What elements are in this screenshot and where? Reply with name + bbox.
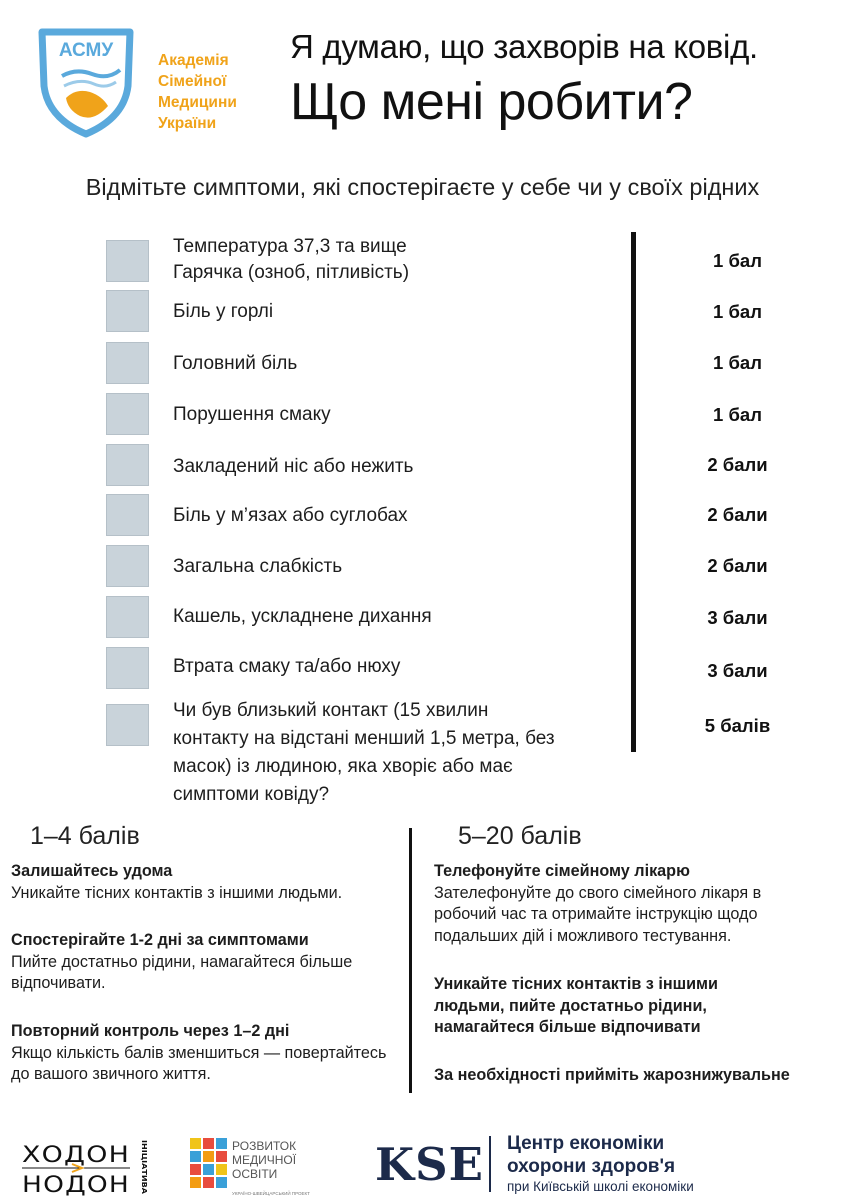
column-divider-line: [409, 828, 412, 1093]
acmu-logo-text: [158, 50, 237, 134]
svg-text:ІНІЦІАТИВА: ІНІЦІАТИВА: [140, 1140, 148, 1187]
acmu-logo-abbr: АСМУ: [58, 40, 114, 61]
instruction-subtitle: Відмітьте симптоми, які спостерігаєте у себе чи у своїх рідних: [85, 174, 760, 200]
symptom-label: Кашель, ускладнене дихання: [173, 606, 432, 627]
symptom-points: 1 бал: [713, 404, 762, 425]
hohon-initiative-logo-icon: [22, 1138, 147, 1198]
symptom-label: Чи був близький контакт (15 хвилин контакту на відстані менший 1,5 метра, без масок) із людиною, яка хворіє або має симптоми ковіду?: [173, 700, 555, 805]
acmu-shield-logo-icon: [36, 26, 136, 138]
symptom-label: Головний біль: [173, 353, 298, 374]
logo-line: Медицини: [158, 94, 237, 111]
svg-text:ОСВІТИ: ОСВІТИ: [232, 1167, 278, 1181]
symptom-points: 2 бали: [707, 504, 768, 525]
symptom-checkbox[interactable]: [106, 290, 149, 332]
symptom-points: 3 бали: [707, 660, 768, 681]
symptom-points: 2 бали: [707, 454, 768, 475]
left-advice-block: Повторний контроль через 1–2 дні Якщо кількість балів зменшиться — повертайтесь до вашого звичного життя.: [11, 1022, 387, 1083]
svg-text:НОДОН: НОДОН: [22, 1173, 130, 1198]
symptom-points: 1 бал: [713, 301, 762, 322]
right-advice-block: За необхідності прийміть жарознижувальне: [434, 1066, 790, 1084]
symptom-checkbox[interactable]: [106, 704, 149, 746]
symptom-checkbox[interactable]: [106, 393, 149, 435]
symptom-checkbox[interactable]: [106, 647, 149, 689]
right-advice-block: Уникайте тісних контактів з іншими людьми, пийте достатньо рідини, намагайтеся більше відпочивати: [434, 975, 718, 1036]
rozvytok-medychnoi-osvity-logo-icon: [190, 1138, 330, 1198]
svg-text:УКРАЇНО-ШВЕЙЦАРСЬКИЙ ПРОЕКТ: УКРАЇНО-ШВЕЙЦАРСЬКИЙ ПРОЕКТ: [232, 1191, 310, 1196]
symptom-label: Біль у м’язах або суглобах: [173, 505, 408, 526]
svg-text:МЕДИЧНОЇ: МЕДИЧНОЇ: [232, 1153, 297, 1167]
symptom-points: 1 бал: [713, 250, 762, 271]
right-advice-block: Телефонуйте сімейному лікарю Зателефонуйте до свого сімейного лікаря в робочий час та отримайте інструкцію щодо подальших дій і можливого тестування.: [434, 862, 762, 945]
kse-logo: KSE: [375, 1138, 484, 1191]
symptom-checkbox[interactable]: [106, 596, 149, 638]
symptom-points: 2 бали: [707, 555, 768, 576]
svg-text:ХОДОН: ХОДОН: [22, 1143, 130, 1168]
symptom-label: Загальна слабкість: [173, 556, 343, 577]
symptom-label: Закладений ніс або нежить: [173, 456, 414, 477]
left-column-heading: 1–4 балів: [30, 822, 140, 850]
symptom-checkbox[interactable]: [106, 444, 149, 486]
kse-divider-line: [489, 1136, 491, 1192]
symptom-checkbox[interactable]: [106, 545, 149, 587]
logo-line: Академія: [158, 52, 229, 69]
symptom-points: 3 бали: [707, 607, 768, 628]
symptom-checkbox[interactable]: [106, 240, 149, 282]
symptom-checkbox[interactable]: [106, 494, 149, 536]
symptom-label: Втрата смаку та/або нюху: [173, 656, 401, 677]
symptom-points: 5 балів: [704, 715, 771, 736]
points-divider-line: [631, 232, 636, 752]
symptom-label: Порушення смаку: [173, 404, 331, 425]
left-advice-block: Спостерігайте 1-2 дні за симптомами Пийте достатньо рідини, намагайтеся більше відпочивати.: [11, 931, 353, 992]
title-line-2: Що мені робити?: [290, 73, 693, 131]
left-advice-block: Залишайтесь удома Уникайте тісних контактів з іншими людьми.: [11, 862, 343, 902]
symptom-checkbox[interactable]: [106, 342, 149, 384]
symptom-label: Біль у горлі: [173, 301, 274, 322]
symptom-points: 1 бал: [713, 352, 762, 373]
logo-line: Сімейної: [158, 73, 227, 90]
symptom-label: Температура 37,3 та вище Гарячка (озноб, пітливість): [173, 236, 410, 283]
title-line-1: Я думаю, що захворів на ковід.: [290, 28, 758, 65]
logo-line: України: [158, 115, 217, 132]
svg-text:РОЗВИТОК: РОЗВИТОК: [232, 1139, 297, 1153]
right-column-heading: 5–20 балів: [458, 822, 582, 850]
kse-health-center-text: Центр економіки охорони здоров'я при Київській школі економіки: [507, 1133, 694, 1194]
